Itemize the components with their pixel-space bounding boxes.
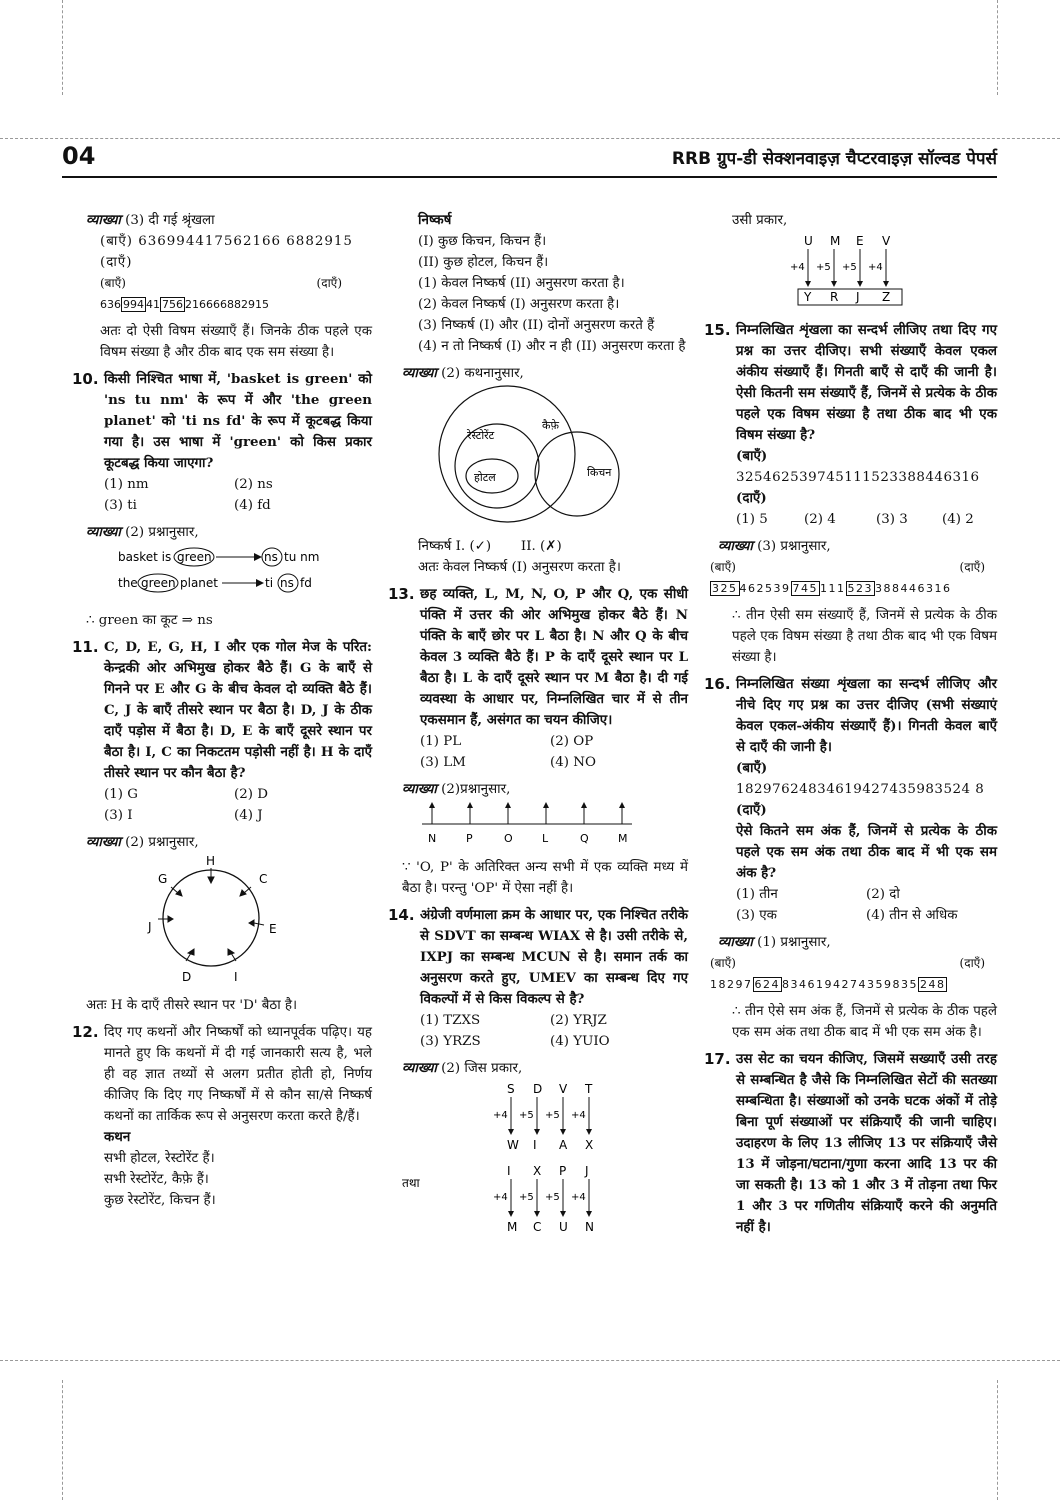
- shift-op: +5: [519, 1192, 534, 1203]
- q13-explanation: [388, 779, 688, 899]
- question-12: [72, 1022, 372, 1211]
- arrow-head: [560, 1211, 566, 1217]
- letter-label: J: [585, 1164, 589, 1178]
- question-text: अंग्रेजी वर्णमाला क्रम के आधार पर, एक निश्चित तरीके से SDVT का सम्बन्ध WIAX से है। उसी तरीके से, IXPJ का सम्बन्ध MCUN से है। समान तर्क का अनुसरण करते हुए, UMEV का सम्बन्ध दिए गए विकल्पों में से किस विकल्प से है?: [420, 907, 688, 1007]
- statement: सभी होटल, रेस्टोरेंट हैं।: [104, 1151, 215, 1166]
- seq-boxed: 624: [754, 978, 780, 991]
- statements-label: कथन: [104, 1129, 131, 1145]
- option: (3) निष्कर्ष (I) और (II) दोनों अनुसरण करते हैं: [418, 318, 655, 333]
- venn-label: रेस्टोरेंट: [467, 429, 495, 442]
- arrow-head: [534, 1129, 540, 1135]
- right-label: (दाएँ): [959, 956, 985, 970]
- similarly-label: उसी प्रकार,: [732, 213, 788, 228]
- option: (1) तीन: [736, 887, 778, 902]
- left-right-labels: [704, 953, 997, 974]
- diagram-text: green: [177, 550, 212, 564]
- exp-result: ∵ 'O, P' के अतिरिक्त अन्य सभी में एक व्यक्ति मध्य में बैठा है। परन्तु 'OP' में ऐसा नहीं है।: [402, 860, 688, 896]
- crop-mark: [997, 1380, 998, 1500]
- arrow-head: [581, 802, 587, 808]
- seq-part: 462539: [739, 582, 791, 595]
- exp-label: व्याख्या: [86, 834, 121, 850]
- letter-label: V: [559, 1082, 568, 1096]
- letter-label: A: [559, 1138, 568, 1152]
- crop-mark: [62, 0, 63, 95]
- column-2: [388, 210, 688, 1246]
- result-line: निष्कर्ष I. (✓) II. (✗): [418, 539, 562, 554]
- q11-explanation: [72, 832, 372, 1016]
- question-number: 14.: [388, 906, 415, 924]
- question-text: छह व्यक्ति, L, M, N, O, P और Q, एक सीधी पंक्ति में उत्तर की ओर अभिमुख होकर बैठे हैं। N पंक्ति के बाएँ छोर पर L बैठा है। N और Q के बीच केवल 3 व्यक्ति बैठे हैं। P के दाएँ दूसरे स्थान पर L बैठा है। L के दाएँ दूसरे स्थान पर M बैठा है। दी गई व्यवस्था के आधार पर, निम्नलिखित चार में से तीन एकसमान हैं, असंगत का चयन कीजिए।: [420, 586, 688, 728]
- question-17: [704, 1049, 997, 1238]
- letter-label: Y: [804, 290, 812, 304]
- person-label: M: [618, 832, 628, 845]
- option: (4) J: [234, 808, 263, 823]
- arrow-head: [586, 1211, 592, 1217]
- exp-label: व्याख्या: [86, 212, 121, 228]
- exp-text: (3) दी गई श्रृंखला: [125, 213, 215, 228]
- letter-label: E: [856, 234, 864, 248]
- q9-explanation: [72, 210, 372, 363]
- q12-explanation: [388, 363, 688, 536]
- venn-diagram: [402, 384, 692, 529]
- question-number: 13.: [388, 585, 415, 603]
- marked-series: [704, 974, 997, 995]
- question-number: 12.: [72, 1023, 99, 1041]
- diagram-text: tu nm: [284, 550, 320, 564]
- option: (4) NO: [550, 755, 596, 770]
- exp-label: व्याख्या: [718, 538, 753, 554]
- option: (1) 5: [736, 512, 768, 527]
- option: (1) nm: [104, 477, 149, 492]
- venn-label: होटल: [474, 471, 496, 484]
- seq-part: 216666882915: [185, 298, 269, 311]
- option: (2) OP: [550, 734, 594, 749]
- question-16: [704, 674, 997, 926]
- option: (4) 2: [942, 512, 974, 527]
- exp-text: (2) प्रश्नानुसार,: [125, 525, 199, 540]
- book-title: RRB ग्रुप-डी सेक्शनवाइज़ चैप्टरवाइज़ सॉल्वड पेपर्स: [671, 149, 997, 169]
- arrow-head: [857, 281, 863, 287]
- option: (2) केवल निष्कर्ष (I) अनुसरण करता है।: [418, 297, 620, 312]
- letter-label: W: [507, 1138, 519, 1152]
- left-label: (बाएँ): [710, 560, 736, 574]
- option: (3) ti: [104, 498, 137, 513]
- exp-result: ∴ तीन ऐसी सम संख्याएँ हैं, जिनमें से प्रत्येक के ठीक पहले एक विषम संख्या है तथा ठीक बाद भी एक विषम संख्या है।: [732, 608, 997, 665]
- facing-arrows: [158, 868, 264, 961]
- option: (1) TZXS: [420, 1013, 481, 1028]
- shift-op: +4: [571, 1110, 586, 1121]
- marked-series: [86, 294, 372, 315]
- shift-op: +5: [545, 1110, 560, 1121]
- exp-label: व्याख्या: [718, 934, 753, 950]
- option: (3) I: [104, 808, 133, 823]
- shift-op: +4: [571, 1192, 586, 1203]
- shift-op: +5: [816, 262, 831, 273]
- q14-explanation: [388, 1058, 688, 1246]
- option: (1) G: [104, 787, 138, 802]
- crop-mark: [0, 1360, 1060, 1361]
- exp-result: अतः केवल निष्कर्ष (I) अनुसरण करता है।: [418, 560, 621, 575]
- option: (1) PL: [420, 734, 462, 749]
- question-number: 15.: [704, 321, 731, 339]
- exp-label: व्याख्या: [402, 1060, 437, 1076]
- arrow-head: [429, 802, 435, 808]
- arrow-head: [508, 1129, 514, 1135]
- diagram-text: green: [141, 576, 176, 590]
- arrow-head: [831, 281, 837, 287]
- seq-boxed: 523: [847, 582, 873, 595]
- venn-label: किचन: [587, 466, 612, 479]
- letter-label: I: [533, 1138, 537, 1152]
- letter-label: X: [585, 1138, 594, 1152]
- seq-boxed: 745: [792, 582, 818, 595]
- seq-boxed: 756: [162, 298, 183, 311]
- seat-label: G: [158, 872, 168, 886]
- diagram-text: the: [118, 576, 138, 590]
- question-text: ऐसे कितने सम अंक हैं, जिनमें से प्रत्येक के ठीक पहले एक सम अंक तथा ठीक बाद में भी एक सम अंक है?: [736, 823, 997, 881]
- letter-label: T: [585, 1082, 593, 1096]
- exp-text: (2)प्रश्नानुसार,: [441, 782, 511, 797]
- arrow-head: [254, 553, 262, 561]
- question-14: [388, 905, 688, 1052]
- person-label: Q: [580, 832, 589, 845]
- column-3: [704, 210, 997, 1238]
- letter-label: J: [856, 290, 860, 304]
- options: [104, 784, 372, 826]
- seat-label: C: [259, 872, 268, 886]
- question-text: C, D, E, G, H, I और एक गोल मेज के परित: केन्द्रकी ओर अभिमुख होकर बैठे हैं। G के बाएँ से गिनने पर E और G के बीच केवल दो व्यक्ति बैठे हैं। C, J के बाएँ तीसरे स्थान पर बैठा है। D, J के ठीक दाएँ पड़ोस में बैठा है। D, E के बाएँ दूसरे स्थान पर बैठा है। I, C का निकटतम पड़ोसी नहीं है। H के दाएँ तीसरे स्थान पर कौन बैठा है?: [104, 639, 372, 781]
- seq-boxed: 994: [123, 298, 144, 311]
- left-label: (बाएँ): [100, 276, 126, 290]
- exp-text: (1) प्रश्नानुसार,: [757, 935, 831, 950]
- seq-part: 388446316: [875, 582, 952, 595]
- series-line: (बाएँ) 636994417562166 6882915 (दाएँ): [100, 234, 353, 270]
- q12-result: [388, 536, 688, 578]
- arrow-head: [256, 579, 264, 587]
- question-10: [72, 369, 372, 516]
- question-text: दिए गए कथनों और निष्कर्षों को ध्यानपूर्वक पढ़िए। यह मानते हुए कि कथनों में दी गई जानकारी सत्य है, भले ही वह ज्ञात तथ्यों से अलग प्रतीत होती हो, निर्णय कीजिए कि दिए गए निष्कर्षों में से कौन सा/से निष्कर्ष कथनों का तार्किक रूप से अनुसरण करता करते है/हैं।: [104, 1025, 372, 1124]
- q16-explanation: [704, 932, 997, 953]
- letter-label: R: [830, 290, 839, 304]
- question-15: [704, 320, 997, 530]
- seq-part: 636: [100, 298, 121, 311]
- option: (3) 3: [876, 512, 908, 527]
- and-label: तथा: [402, 1176, 420, 1190]
- question-text: किसी निश्चित भाषा में, 'basket is green' को 'ns tu nm' के रूप में और 'the green planet' को 'ti ns fd' के रूप में कूटबद्ध किया गया है। उस भाषा में 'green' को किस प्रकार कूटबद्ध किया जाएगा?: [104, 371, 372, 471]
- seat-label: J: [148, 920, 152, 934]
- person-label: O: [504, 832, 513, 845]
- letter-label: U: [559, 1220, 568, 1234]
- question-text: उस सेट का चयन कीजिए, जिसमें सख्याएँ उसी तरह से सम्बन्धित है जैसे कि निम्नलिखित सेटों की सतख्या सम्बन्धिता है। संख्याओं को उनके घटक अंकों में तोड़े बिना पूर्ण संख्याओं पर संक्रियाएँ की जानी चाहिए। उदाहरण के लिए 13 लीजिए 13 पर संक्रियाएँ जैसे 13 में जोड़ना/घटाना/गुणा करना आदि 13 पर की जा सकती है। 13 को 1 और 3 में तोड़ना तथा फिर 1 और 3 पर गणितीय संक्रियाएँ करने की अनुमति नहीं है।: [736, 1051, 997, 1235]
- exp-conclusion: अतः दो ऐसी विषम संख्याएँ हैं। जिनके ठीक पहले एक विषम संख्या है और ठीक बाद एक सम संख्या है।: [100, 324, 372, 360]
- exp-label: व्याख्या: [402, 781, 437, 797]
- row-arrangement-diagram: [402, 800, 682, 850]
- arrow-head: [505, 802, 511, 808]
- arrow-head: [586, 1129, 592, 1135]
- shift-op: +4: [493, 1110, 508, 1121]
- option: (3) एक: [736, 908, 777, 923]
- arrow-head: [534, 1211, 540, 1217]
- letter-label: M: [830, 234, 841, 248]
- option: (4) fd: [234, 498, 271, 513]
- letter-label: S: [507, 1082, 515, 1096]
- person-label: N: [428, 832, 437, 845]
- person-label: P: [466, 832, 473, 845]
- left-label: (बाएँ): [710, 956, 736, 970]
- crop-mark: [997, 0, 998, 95]
- seq-part: 8346194274359835: [782, 978, 918, 991]
- question-text: निम्नलिखित संख्या शृंखला का सन्दर्भ लीजिए और नीचे दिए गए प्रश्न का उत्तर दीजिए (सभी संख्याएं केवल एकल-अंकीय संख्याएँ हैं)। गिनती केवल बाएँ से दाएँ की जानी है।: [736, 676, 997, 755]
- options: [736, 884, 997, 926]
- option: (4) न तो निष्कर्ष (I) और न ही (II) अनुसरण करता है: [418, 339, 686, 354]
- page-header: [62, 140, 997, 178]
- arrow-head: [805, 281, 811, 287]
- question-11: [72, 637, 372, 826]
- arrow-head: [619, 802, 625, 808]
- diagram-text: ns: [264, 550, 278, 564]
- letter-label: M: [507, 1220, 518, 1234]
- number-series: 325462539745111523388446316: [736, 470, 980, 485]
- options: [736, 509, 997, 530]
- option: (3) LM: [420, 755, 466, 770]
- arrow-head: [543, 802, 549, 808]
- diagram-text: planet: [180, 576, 218, 590]
- seq-part: 41: [146, 298, 160, 311]
- conclusions-label: निष्कर्ष: [418, 212, 452, 228]
- exp-text: (2) जिस प्रकार,: [441, 1061, 523, 1076]
- shift-op: +4: [790, 262, 805, 273]
- diagram-text: ns: [280, 576, 294, 590]
- diagram-text: ti: [265, 576, 274, 590]
- option: (2) D: [234, 787, 268, 802]
- left-right-labels: [86, 273, 372, 294]
- arrow-head: [883, 281, 889, 287]
- right-label: (दाएँ): [959, 560, 985, 574]
- exp-label: व्याख्या: [86, 524, 121, 540]
- exp-text: (3) प्रश्नानुसार,: [757, 539, 831, 554]
- seq-part: 18297: [710, 978, 753, 991]
- q10-explanation: [72, 522, 372, 631]
- option: (1) केवल निष्कर्ष (II) अनुसरण करता है।: [418, 276, 625, 291]
- option: (4) तीन से अधिक: [866, 908, 958, 923]
- letter-label: Z: [882, 290, 891, 304]
- left-right-labels: [704, 557, 997, 578]
- option: (2) ns: [234, 477, 273, 492]
- option: (2) दो: [866, 887, 900, 902]
- exp-result: ∴ तीन ऐसे सम अंक हैं, जिनमें से प्रत्येक के ठीक पहले एक सम अंक तथा ठीक बाद में भी एक सम अंक है।: [732, 1004, 997, 1040]
- statement: सभी रेस्टोरेंट, कैफ़े हैं।: [104, 1172, 209, 1187]
- code-diagram: [86, 543, 366, 603]
- q12-conclusions: [388, 210, 688, 357]
- right-label: (दाएँ): [736, 490, 767, 506]
- circle-arrangement-diagram: [86, 853, 366, 988]
- exp-text: (2) कथनानुसार,: [441, 366, 524, 381]
- options: [420, 1010, 688, 1052]
- seat-label: I: [234, 970, 238, 984]
- letter-shift-diagram: [704, 231, 904, 311]
- number-series: 18297624834619427435983524 8: [736, 782, 985, 797]
- seat-label: E: [269, 922, 277, 936]
- round-table: [163, 870, 259, 966]
- left-label: (बाएँ): [736, 448, 768, 464]
- diagram-text: fd: [300, 576, 312, 590]
- shift-op: +4: [493, 1192, 508, 1203]
- letter-label: C: [533, 1220, 542, 1234]
- seq-boxed: 325: [712, 582, 738, 595]
- question-number: 16.: [704, 675, 731, 693]
- shift-op: +4: [868, 262, 883, 273]
- marked-series: [704, 578, 997, 599]
- question-number: 11.: [72, 638, 99, 656]
- exp-text: (2) प्रश्नानुसार,: [125, 835, 199, 850]
- letter-label: V: [882, 234, 891, 248]
- statement: कुछ रेस्टोरेंट, किचन हैं।: [104, 1193, 216, 1208]
- letter-label: U: [804, 234, 813, 248]
- options: [104, 474, 372, 516]
- letter-label: I: [507, 1164, 511, 1178]
- letter-label: N: [585, 1220, 594, 1234]
- arrow-head: [508, 1211, 514, 1217]
- exp-result: ∴ green का कूट ⇒ ns: [86, 613, 213, 628]
- right-label: (दाएँ): [736, 802, 767, 818]
- shift-op: +5: [842, 262, 857, 273]
- conclusion: (I) कुछ किचन, किचन हैं।: [418, 234, 547, 249]
- column-1: [72, 210, 372, 1211]
- q15-explanation: [704, 536, 997, 557]
- venn-label: कैफ़े: [542, 419, 559, 432]
- exp-label: व्याख्या: [402, 365, 437, 381]
- crop-mark: [62, 1380, 63, 1500]
- letter-shift-diagram: [402, 1079, 682, 1239]
- exp-result: अतः H के दाएँ तीसरे स्थान पर 'D' बैठा है।: [86, 998, 298, 1013]
- seq-part: 111: [820, 582, 846, 595]
- seat-label: D: [182, 970, 192, 984]
- question-number: 17.: [704, 1050, 731, 1068]
- option: (2) YRJZ: [550, 1013, 607, 1028]
- venn-circle-cafe: [439, 386, 575, 522]
- option: (3) YRZS: [420, 1034, 481, 1049]
- letter-label: P: [559, 1164, 567, 1178]
- conclusion: (II) कुछ होटल, किचन हैं।: [418, 255, 549, 270]
- seq-boxed: 248: [919, 978, 946, 991]
- seat-label: H: [206, 854, 216, 868]
- page-number: 04: [62, 142, 96, 170]
- option: (2) 4: [804, 512, 836, 527]
- arrow-head: [560, 1129, 566, 1135]
- right-label: (दाएँ): [316, 276, 342, 290]
- letter-label: X: [533, 1164, 542, 1178]
- option: (4) YUIO: [550, 1034, 610, 1049]
- shift-op: +5: [519, 1110, 534, 1121]
- options: [420, 731, 688, 773]
- question-text: निम्नलिखित शृंखला का सन्दर्भ लीजिए तथा दिए गए प्रश्न का उत्तर दीजिए। सभी संख्याएँ केवल एकल अंकीय संख्याएँ हैं। गिनती बाएँ से दाएँ की जानी है। ऐसी कितनी सम संख्याएँ हैं, जिनमें से प्रत्येक के ठीक पहले एक विषम संख्या है तथा ठीक बाद भी एक विषम संख्या है?: [736, 322, 997, 443]
- letter-label: D: [533, 1082, 543, 1096]
- person-label: L: [542, 832, 549, 845]
- shift-op: +5: [545, 1192, 560, 1203]
- question-13: [388, 584, 688, 773]
- diagram-text: basket is: [118, 550, 172, 564]
- arrow-head: [467, 802, 473, 808]
- crop-mark: [0, 138, 1060, 139]
- left-label: (बाएँ): [736, 760, 768, 776]
- question-number: 10.: [72, 370, 99, 388]
